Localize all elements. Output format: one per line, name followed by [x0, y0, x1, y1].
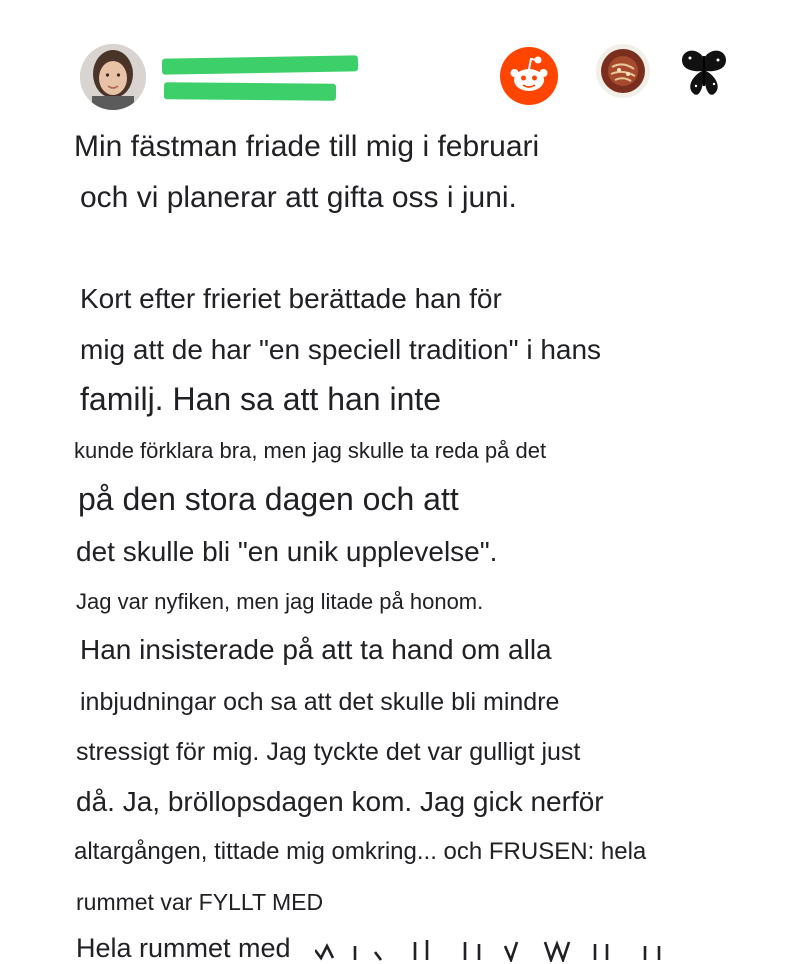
- post-text-line: Kort efter frieriet berättade han för: [80, 283, 502, 314]
- post-text-line: altargången, tittade mig omkring... och FRUSEN: hela: [74, 838, 647, 865]
- post-header: [0, 0, 800, 120]
- post-text-line: familj. Han sa att han inte: [80, 381, 442, 417]
- author-avatar[interactable]: [80, 44, 146, 110]
- food-avatar-icon[interactable]: [595, 43, 651, 99]
- post-text-line: Hela rummet med: [76, 933, 291, 963]
- post-text-line: och vi planerar att gifta oss i juni.: [80, 181, 517, 214]
- author-name-redaction: [162, 52, 362, 104]
- post-text-line: mig att de har "en speciell tradition" i hans: [80, 334, 602, 365]
- post-text-line: Han insisterade på att ta hand om alla: [80, 634, 552, 665]
- post-text-line: Min fästman friade till mig i februari: [74, 130, 540, 163]
- post-text-line: kunde förklara bra, men jag skulle ta reda på det: [74, 438, 547, 463]
- post-text-line: då. Ja, bröllopsdagen kom. Jag gick nerför: [76, 786, 604, 817]
- post-text-line: Jag var nyfiken, men jag litade på honom.: [76, 589, 484, 614]
- post-text-line: inbjudningar och sa att det skulle bli mindre: [80, 688, 560, 716]
- butterfly-icon[interactable]: [678, 44, 730, 100]
- cut-off-scribble: [315, 932, 675, 962]
- post-text-line: rummet var FYLLT MED: [76, 889, 324, 915]
- post-text-line: stressigt för mig. Jag tyckte det var gulligt just: [76, 738, 581, 766]
- reddit-icon[interactable]: [500, 47, 558, 105]
- post-text-line: det skulle bli "en unik upplevelse".: [76, 536, 498, 567]
- post-text-line: på den stora dagen och att: [78, 481, 459, 517]
